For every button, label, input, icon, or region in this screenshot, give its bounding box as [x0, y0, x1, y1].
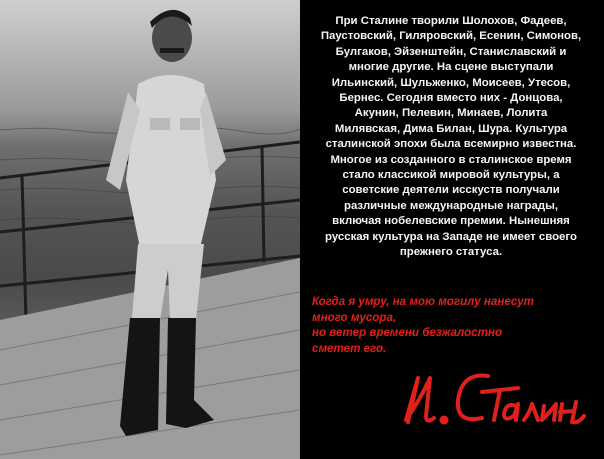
paragraph-line: При Сталине творили Шолохов, Фадеев,	[335, 15, 567, 27]
paragraph-line: Милявская, Дима Билан, Шура. Культура	[334, 122, 568, 135]
signature	[396, 362, 592, 436]
paragraph-line: Булгаков, Эйзенштейн, Станиславский и	[335, 45, 567, 58]
paragraph-line: Бернес. Сегодня вместо них - Донцова,	[339, 92, 563, 105]
paragraph-line: многие другие. На сцене выступали	[348, 61, 554, 74]
paragraph-line: русская культура на Западе не имеет своего	[325, 230, 577, 243]
paragraph-line: сталинской эпохи была всемирно известна.	[325, 138, 577, 151]
quote-line: сметет его.	[312, 341, 387, 355]
historical-photo	[0, 0, 300, 459]
historical-paragraph	[306, 14, 596, 261]
paragraph-line: включая нобелевские премии. Нынешняя	[332, 215, 570, 228]
quote-line: Когда я умру, на мою могилу нанесут	[312, 295, 534, 308]
paragraph-line: прежнего статуса.	[399, 246, 503, 259]
paragraph-line: Многое из созданного в сталинское время	[330, 153, 572, 166]
photo-illustration	[0, 0, 300, 459]
paragraph-line: различные международные награды,	[344, 199, 558, 212]
paragraph-line: советские деятели исскуств получали	[342, 184, 560, 197]
quote-line: много мусора,	[312, 310, 397, 324]
paragraph-line: Ильинский, Шульженко, Моисеев, Утесов,	[331, 76, 571, 89]
handwritten-signature	[396, 362, 592, 436]
red-quote	[312, 294, 592, 356]
paragraph-line: стало классикой мировой культуры, а	[342, 169, 560, 182]
quote-line: но ветер времени безжалостно	[312, 326, 503, 340]
paragraph-line: Акунин, Пелевин, Минаев, Лолита	[354, 107, 548, 120]
paragraph-line: Паустовский, Гиляровский, Есенин, Симонов,	[320, 30, 582, 43]
